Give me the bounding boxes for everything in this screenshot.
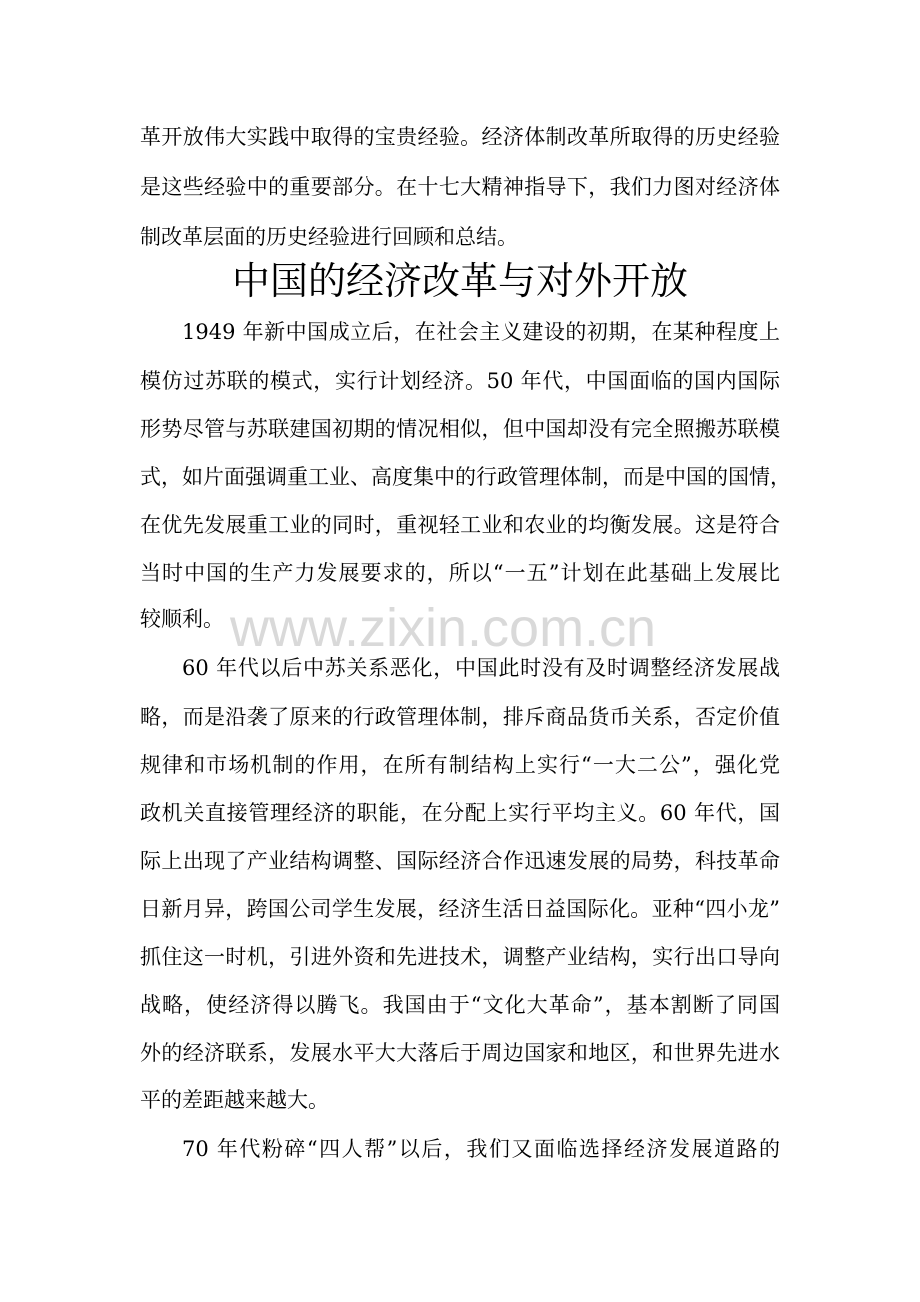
watermark: www.zixin.com.cn [230,598,657,658]
section-title: 中国的经济改革与对外开放 [231,259,688,303]
paragraph-2-line: 外的经济联系，发展水平大大落后于周边国家和地区，和世界先进水 [140,1041,780,1065]
paragraph-1-line: 在优先发展重工业的同时，重视轻工业和农业的均衡发展。这是符合 [140,513,780,537]
intro-line: 制改革层面的历史经验进行回顾和总结。 [140,225,518,249]
paragraph-2-line: 60 年代以后中苏关系恶化，中国此时没有及时调整经济发展战 [182,656,780,680]
paragraph-2-line: 抓住这一时机，引进外资和先进技术，调整产业结构，实行出口导向 [140,945,780,969]
paragraph-2-line: 际上出现了产业结构调整、国际经济合作迅速发展的局势，科技革命 [140,849,780,873]
paragraph-2-line: 战略，使经济得以腾飞。我国由于“文化大革命”，基本割断了同国 [140,993,780,1017]
paragraph-2-line: 规律和市场机制的作用，在所有制结构上实行“一大二公”，强化党 [140,753,780,777]
paragraph-1-line: 1949 年新中国成立后，在社会主义建设的初期，在某种程度上 [182,320,780,344]
paragraph-2-line: 平的差距越来越大。 [140,1088,329,1112]
intro-line: 革开放伟大实践中取得的宝贵经验。经济体制改革所取得的历史经验 [140,125,780,149]
paragraph-1-line: 较顺利。 [140,607,224,631]
paragraph-2-line: 日新月异，跨国公司学生发展，经济生活日益国际化。亚种“四小龙” [140,897,780,921]
paragraph-1-line: 式，如片面强调重工业、高度集中的行政管理体制，而是中国的国情， [140,465,791,489]
intro-line: 是这些经验中的重要部分。在十七大精神指导下，我们力图对经济体 [140,175,780,199]
paragraph-3-line: 70 年代粉碎“四人帮”以后，我们又面临选择经济发展道路的 [182,1137,780,1161]
paragraph-1-line: 模仿过苏联的模式，实行计划经济。50 年代，中国面临的国内国际 [140,369,780,393]
paragraph-1-line: 当时中国的生产力发展要求的，所以“一五”计划在此基础上发展比 [140,561,780,585]
paragraph-2-line: 政机关直接管理经济的职能，在分配上实行平均主义。60 年代，国 [140,801,780,825]
paragraph-2-line: 略，而是沿袭了原来的行政管理体制，排斥商品货币关系，否定价值 [140,705,780,729]
paragraph-1-line: 形势尽管与苏联建国初期的情况相似，但中国却没有完全照搬苏联模 [140,417,780,441]
